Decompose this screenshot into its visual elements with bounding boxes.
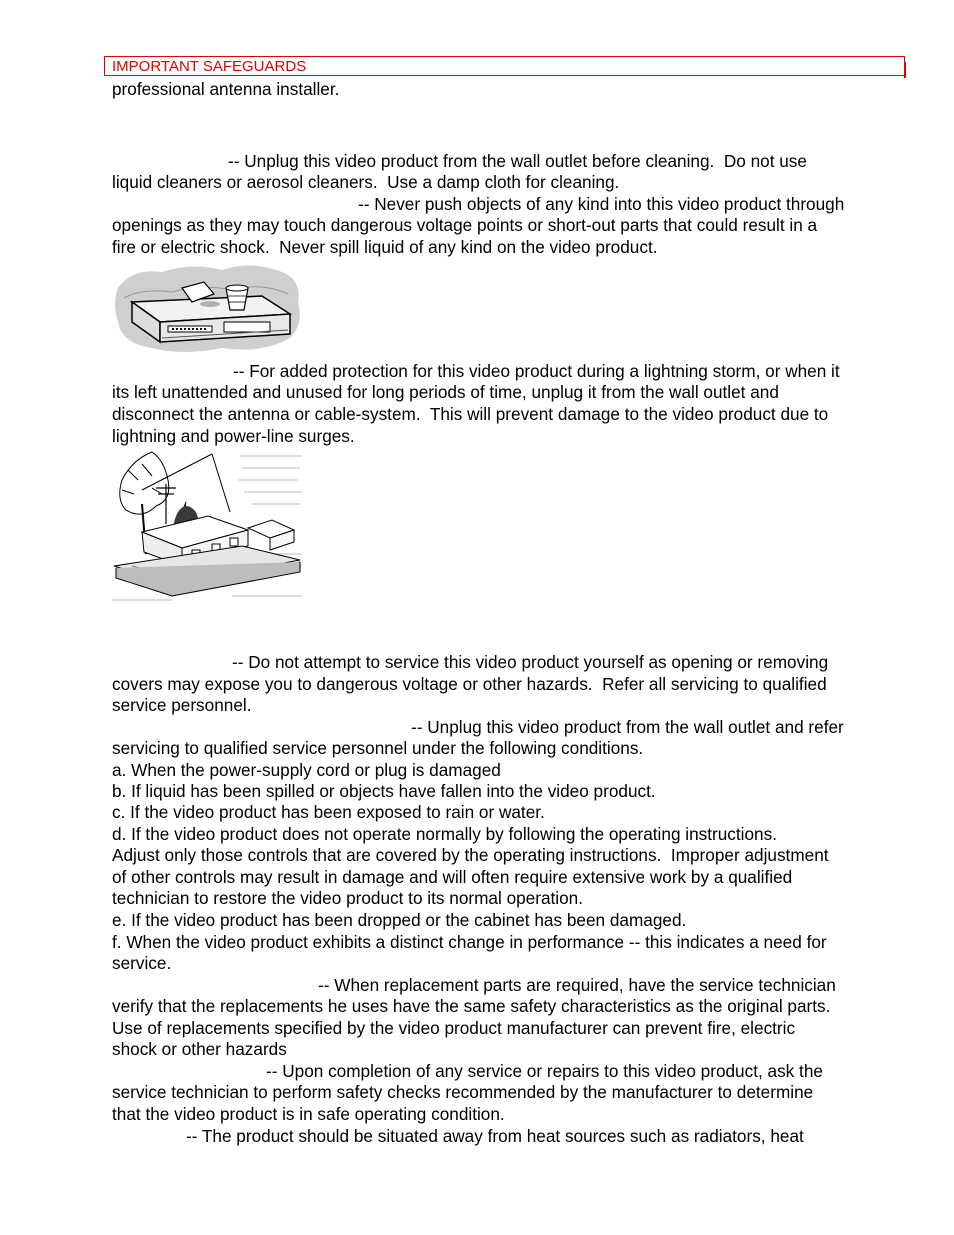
text-line: -- Do not attempt to service this video product yourself as opening or removing — [232, 652, 829, 672]
text-line: service. — [112, 953, 172, 973]
text-line: b. If liquid has been spilled or objects have fallen into the video product. — [112, 781, 656, 801]
text-line: servicing to qualified service personnel under the following conditions. — [112, 738, 644, 758]
text-line: its left unattended and unused for long periods of time, unplug it from the wall outlet and — [112, 382, 779, 402]
text-line: -- Unplug this video product from the wall outlet and refer — [411, 717, 844, 737]
header-frame-tick — [904, 62, 906, 78]
text-line: liquid cleaners or aerosol cleaners. Use a damp cloth for cleaning. — [112, 172, 620, 192]
text-line: d. If the video product does not operate normally by following the operating instructions. — [112, 824, 777, 844]
text-line: that the video product is in safe operating condition. — [112, 1104, 505, 1124]
text-line: disconnect the antenna or cable-system. This will prevent damage to the video product due to — [112, 404, 829, 424]
text-line: professional antenna installer. — [112, 79, 340, 99]
text-line: -- For added protection for this video product during a lightning storm, or when it — [233, 361, 840, 381]
text-line: c. If the video product has been exposed to rain or water. — [112, 802, 545, 822]
text-line: fire or electric shock. Never spill liquid of any kind on the video product. — [112, 237, 658, 257]
text-line: verify that the replacements he uses have the same safety characteristics as the original parts. — [112, 996, 831, 1016]
text-line: -- Upon completion of any service or repairs to this video product, ask the — [266, 1061, 823, 1081]
text-line: e. If the video product has been dropped or the cabinet has been damaged. — [112, 910, 687, 930]
text-line: shock or other hazards — [112, 1039, 287, 1059]
text-line: f. When the video product exhibits a distinct change in performance -- this indicates a need for — [112, 932, 827, 952]
text-line: technician to restore the video product to its normal operation. — [112, 888, 584, 908]
text-line: openings as they may touch dangerous voltage points or short-out parts that could result in a — [112, 215, 818, 235]
header-title: IMPORTANT SAFEGUARDS — [112, 58, 307, 75]
text-line: Adjust only those controls that are covered by the operating instructions. Improper adjustment — [112, 845, 829, 865]
text-line: -- Unplug this video product from the wall outlet before cleaning. Do not use — [228, 151, 807, 171]
text-line: of other controls may result in damage and will often require extensive work by a qualified — [112, 867, 793, 887]
text-line: -- The product should be situated away from heat sources such as radiators, heat — [186, 1126, 804, 1146]
text-line: -- Never push objects of any kind into this video product through — [358, 194, 845, 214]
text-line: Use of replacements specified by the video product manufacturer can prevent fire, electric — [112, 1018, 796, 1038]
text-line: a. When the power-supply cord or plug is damaged — [112, 760, 501, 780]
text-line: -- When replacement parts are required, have the service technician — [318, 975, 836, 995]
text-line: lightning and power-line surges. — [112, 426, 355, 446]
text-line: service personnel. — [112, 695, 252, 715]
text-line: covers may expose you to dangerous voltage or other hazards. Refer all servicing to qualified — [112, 674, 827, 694]
text-line: service technician to perform safety checks recommended by the manufacturer to determine — [112, 1082, 814, 1102]
liquid-spill-illustration — [112, 258, 304, 356]
lightning-antenna-illustration — [112, 450, 304, 604]
